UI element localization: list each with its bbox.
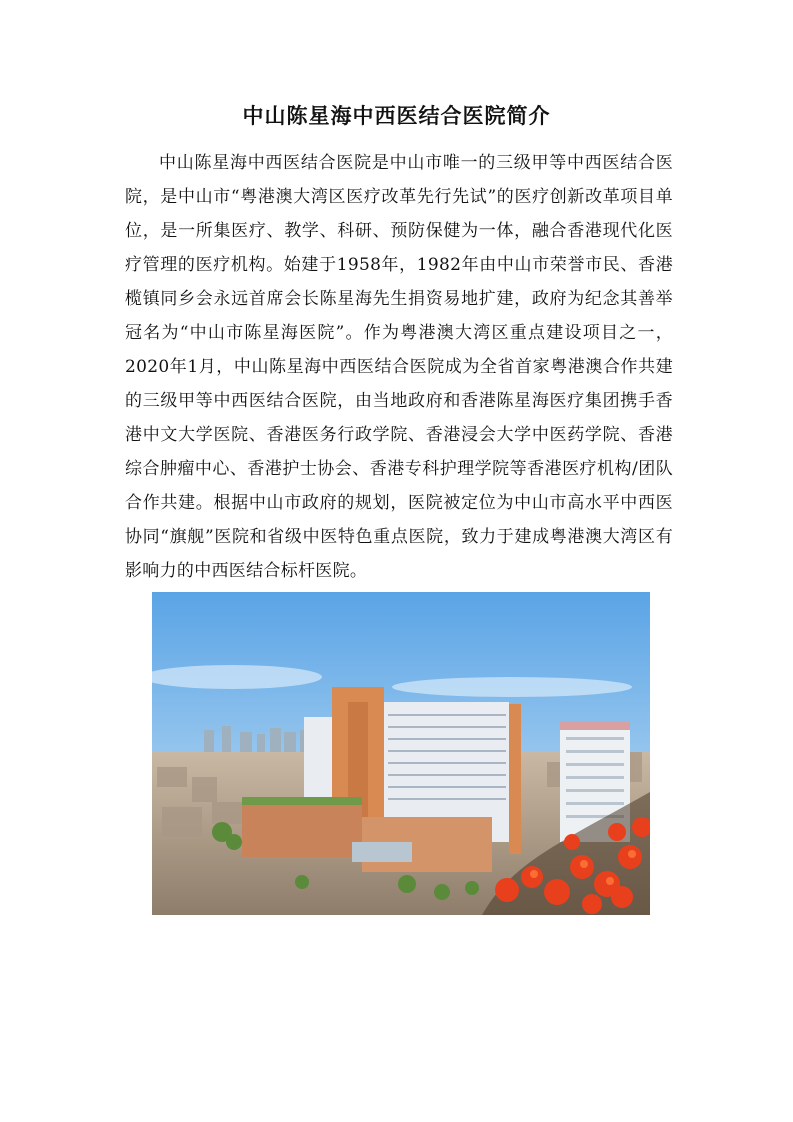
document-title: 中山陈星海中西医结合医院简介 [242,104,551,128]
intro-paragraph: 中山陈星海中西医结合医院是中山市唯一的三级甲等中西医结合医院，是中山市“粤港澳大湾区医疗改革先行先试”的医疗创新改革项目单位，是一所集医疗、教学、科研、预防保健为一体，融合香港现代化医疗管理的医疗机构。始建于1958年，1982年由中山市荣誉市民、香港榄镇同乡会永远首席会长陈星海先生捐资易地扩建，政府为纪念其善举冠名为“中山市陈星海医院”。作为粤港澳大湾区重点建设项目之一，2020年1月，中山陈星海中西医结合医院成为全省首家粤港澳合作共建的三级甲等中西医结合医院，由当地政府和香港陈星海医疗集团携手香港中文大学医院、香港医务行政学院、香港浸会大学中医药学院、香港综合肿瘤中心、香港护士协会、香港专科护理学院等香港医疗机构/团队合作共建。根据中山市政府的规划，医院被定位为中山市高水平中西医协同“旗舰”医院和省级中医特色重点医院，致力于建成粤港澳大湾区有影响力的中西医结合标杆医院。 [125,153,673,581]
hospital-photo [152,592,650,915]
hospital-building-illustration [152,592,650,915]
